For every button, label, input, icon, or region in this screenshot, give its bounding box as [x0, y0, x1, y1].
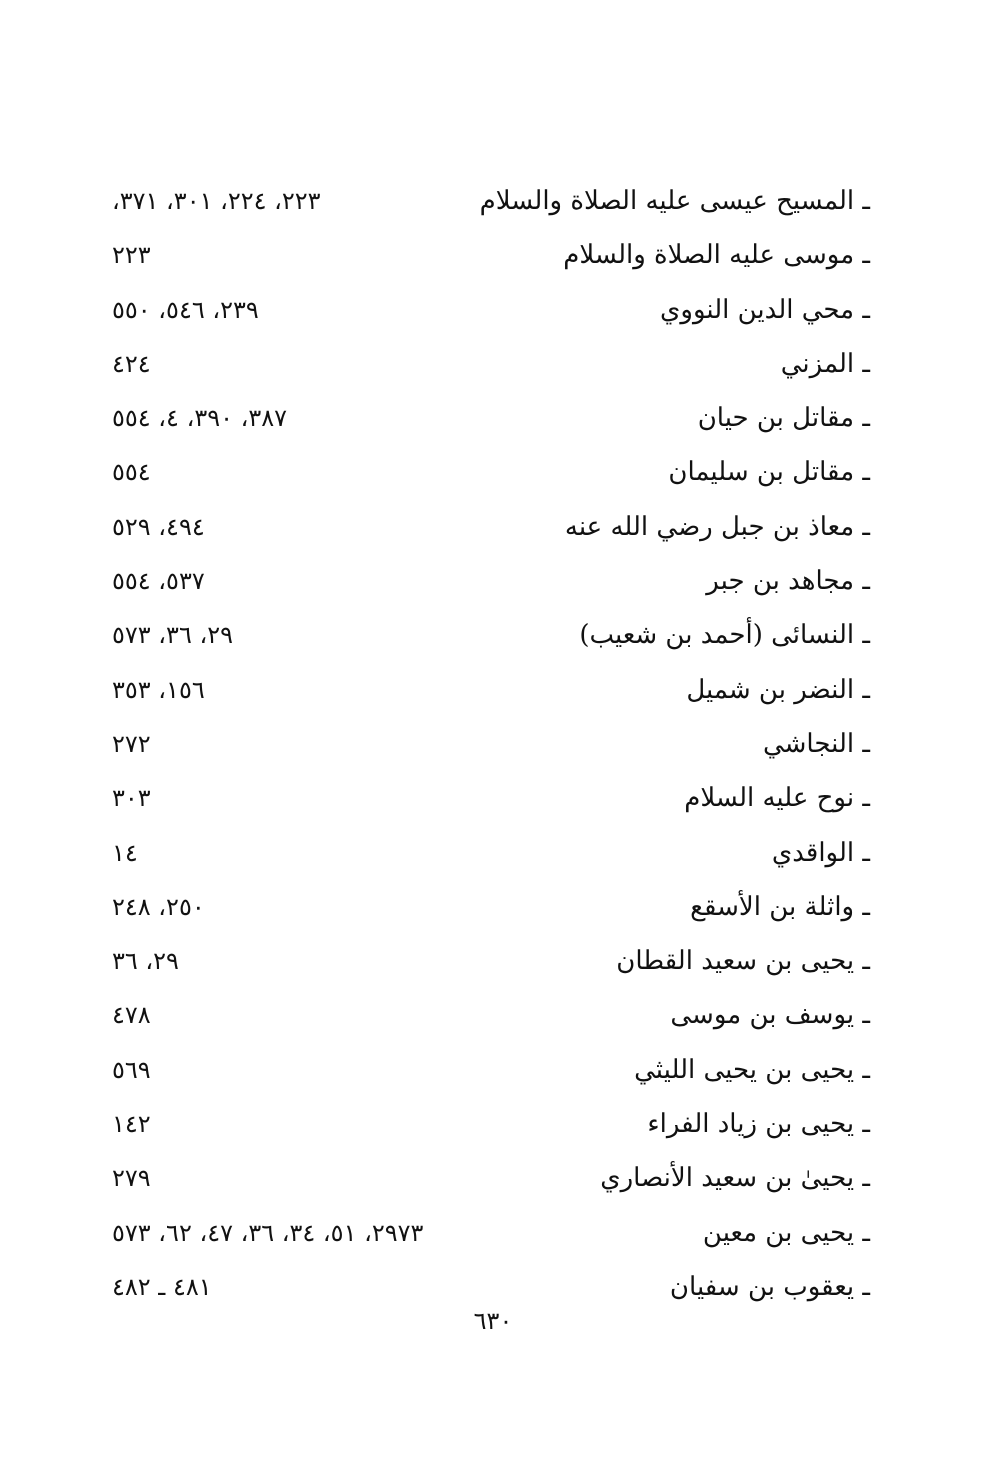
entry-pages: ٣٨٧، ٣٩٠، ٤، ٥٥٤ — [112, 404, 288, 433]
index-entry — [0, 1104, 986, 1158]
entry-name: ـ الواقدي — [771, 837, 870, 868]
entry-pages: ٢٩، ٣٦، ٥٧٣ — [112, 621, 233, 650]
entry-pages: ٢٩، ٣٦ — [112, 947, 179, 976]
entry-pages: ٤٩٤، ٥٢٩ — [112, 512, 205, 541]
entry-pages: ٢٢٣ — [112, 241, 151, 270]
entry-name: ـ يحيى بن يحيى الليثي — [634, 1054, 870, 1085]
index-entry — [0, 452, 986, 506]
entry-name: ـ واثلة بن الأسقع — [690, 891, 870, 922]
entry-pages: ٣٠٣ — [112, 784, 151, 813]
index-entry — [0, 290, 986, 344]
entry-name: ـ يحيى بن سعيد القطان — [616, 946, 870, 977]
index-entry — [0, 995, 986, 1049]
entry-name: ـ مجاهد بن جبر — [706, 566, 870, 597]
name-index-list — [0, 181, 986, 1321]
entry-name: ـ النجاشي — [762, 728, 870, 759]
entry-name: ـ النسائى (أحمد بن شعيب) — [579, 620, 870, 651]
entry-pages: ٤٧٨ — [112, 1001, 151, 1030]
entry-name: ـ يعقوب بن سفيان — [669, 1271, 870, 1302]
entry-name: ـ موسى عليه الصلاة والسلام — [563, 240, 870, 271]
entry-name: ـ مقاتل بن حيان — [697, 403, 870, 434]
index-entry — [0, 670, 986, 724]
index-entry — [0, 561, 986, 615]
entry-pages: ١٤ — [112, 838, 138, 867]
entry-name: ـ مقاتل بن سليمان — [668, 457, 870, 488]
entry-name: ـ محي الدين النووي — [660, 294, 870, 325]
entry-name: ـ النضر بن شميل — [686, 674, 870, 705]
entry-pages: ٢٢٣، ٢٢٤، ٣٠١، ٣٧١، — [112, 187, 321, 215]
index-entry — [0, 344, 986, 398]
entry-name: ـ نوح عليه السلام — [684, 783, 870, 814]
index-entry — [0, 507, 986, 561]
index-entry — [0, 1158, 986, 1212]
entry-pages: ٢٩٧٣، ٥١، ٣٤، ٣٦، ٤٧، ٦٢، ٥٧٣ — [112, 1218, 424, 1247]
entry-pages: ٥٥٤ — [112, 458, 151, 487]
entry-name: ـ المسيح عيسى عليه الصلاة والسلام — [479, 186, 870, 216]
index-entry — [0, 887, 986, 941]
entry-pages: ٢٥٠، ٢٤٨ — [112, 892, 205, 921]
index-entry — [0, 1213, 986, 1267]
entry-pages: ٢٧٢ — [112, 729, 151, 758]
entry-name: ـ يحيى بن زياد الفراء — [647, 1109, 870, 1140]
index-entry — [0, 181, 986, 235]
entry-pages: ٢٧٩ — [112, 1164, 151, 1193]
index-entry — [0, 1050, 986, 1104]
entry-pages: ٤٨١ ـ ٤٨٢ — [112, 1272, 212, 1301]
entry-pages: ٢٣٩، ٥٤٦، ٥٥٠ — [112, 295, 259, 324]
page-number: ٦٣٠ — [473, 1307, 513, 1335]
index-entry — [0, 833, 986, 887]
entry-pages: ١٤٢ — [112, 1110, 151, 1139]
index-entry — [0, 398, 986, 452]
index-entry — [0, 235, 986, 289]
entry-pages: ٥٦٩ — [112, 1055, 151, 1084]
entry-name: ـ يوسف بن موسى — [670, 1000, 870, 1031]
index-entry — [0, 724, 986, 778]
index-entry — [0, 941, 986, 995]
entry-pages: ٥٣٧، ٥٥٤ — [112, 567, 205, 596]
index-entry — [0, 615, 986, 669]
entry-pages: ٤٢٤ — [112, 349, 151, 378]
entry-name: ـ المزني — [780, 348, 870, 379]
entry-name: ـ معاذ بن جبل رضي الله عنه — [564, 511, 870, 542]
entry-name: ـ يحيىٰ بن سعيد الأنصاري — [600, 1163, 870, 1194]
entry-pages: ١٥٦، ٣٥٣ — [112, 675, 205, 704]
entry-name: ـ يحيى بن معين — [702, 1217, 870, 1248]
index-entry — [0, 778, 986, 832]
